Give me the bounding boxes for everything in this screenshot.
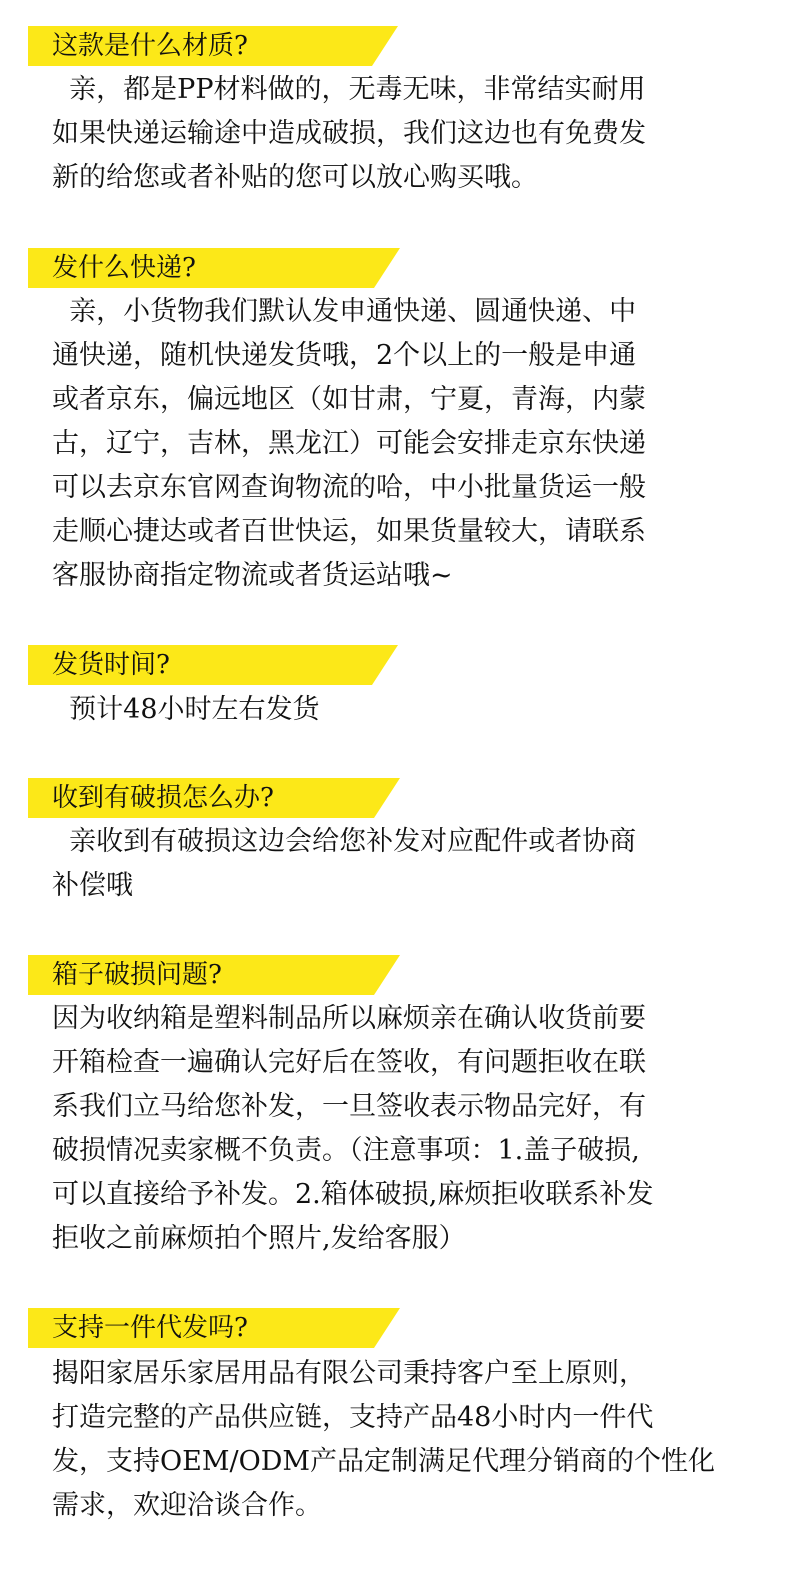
- answer-line: 可以直接给予补发。2.箱体破损,麻烦拒收联系补发: [52, 1179, 654, 1210]
- question-title: 收到有破损怎么办?: [52, 783, 274, 813]
- answer-line: 或者京东，偏远地区（如甘肃，宁夏，青海，内蒙: [52, 384, 646, 415]
- answer-line: 需求，欢迎洽谈合作。: [52, 1490, 322, 1521]
- question-title: 发什么快递?: [52, 253, 196, 283]
- answer-line: 亲收到有破损这边会给您补发对应配件或者协商: [52, 826, 637, 857]
- answer-line: 补偿哦: [52, 870, 133, 901]
- answer-line: 揭阳家居乐家居用品有限公司秉持客户至上原则，: [52, 1358, 646, 1389]
- answer-line: 古，辽宁，吉林，黑龙江）可能会安排走京东快递: [52, 428, 646, 459]
- answer-line: 可以去京东官网查询物流的哈，中小批量货运一般: [52, 472, 646, 503]
- question-title: 这款是什么材质?: [52, 31, 248, 61]
- answer-line: 亲，都是PP材料做的，无毒无味，非常结实耐用: [52, 74, 646, 105]
- answer-line: 系我们立马给您补发，一旦签收表示物品完好，有: [52, 1091, 646, 1122]
- question-title: 支持一件代发吗?: [52, 1313, 248, 1343]
- answer-line: 拒收之前麻烦拍个照片,发给客服）: [52, 1223, 466, 1254]
- answer-line: 走顺心捷达或者百世快运，如果货量较大，请联系: [52, 516, 646, 547]
- answer-line: 如果快递运输途中造成破损，我们这边也有免费发: [52, 118, 646, 149]
- answer-line: 亲，小货物我们默认发申通快递、圆通快递、中: [52, 296, 637, 327]
- answer-line: 通快递，随机快递发货哦，2个以上的一般是申通: [52, 340, 637, 371]
- question-title: 箱子破损问题?: [52, 960, 222, 990]
- question-title: 发货时间?: [52, 650, 170, 680]
- answer-line: 新的给您或者补贴的您可以放心购买哦。: [52, 162, 538, 193]
- answer-line: 客服协商指定物流或者货运站哦~: [52, 560, 453, 591]
- answer-line: 发，支持OEM/ODM产品定制满足代理分销商的个性化: [52, 1446, 716, 1477]
- answer-line: 破损情况卖家概不负责。（注意事项：1.盖子破损,: [52, 1135, 640, 1166]
- answer-line: 开箱检查一遍确认完好后在签收，有问题拒收在联: [52, 1047, 646, 1078]
- answer-line: 预计48小时左右发货: [52, 694, 320, 725]
- answer-line: 因为收纳箱是塑料制品所以麻烦亲在确认收货前要: [52, 1003, 646, 1034]
- answer-line: 打造完整的产品供应链，支持产品48小时内一件代: [52, 1402, 654, 1433]
